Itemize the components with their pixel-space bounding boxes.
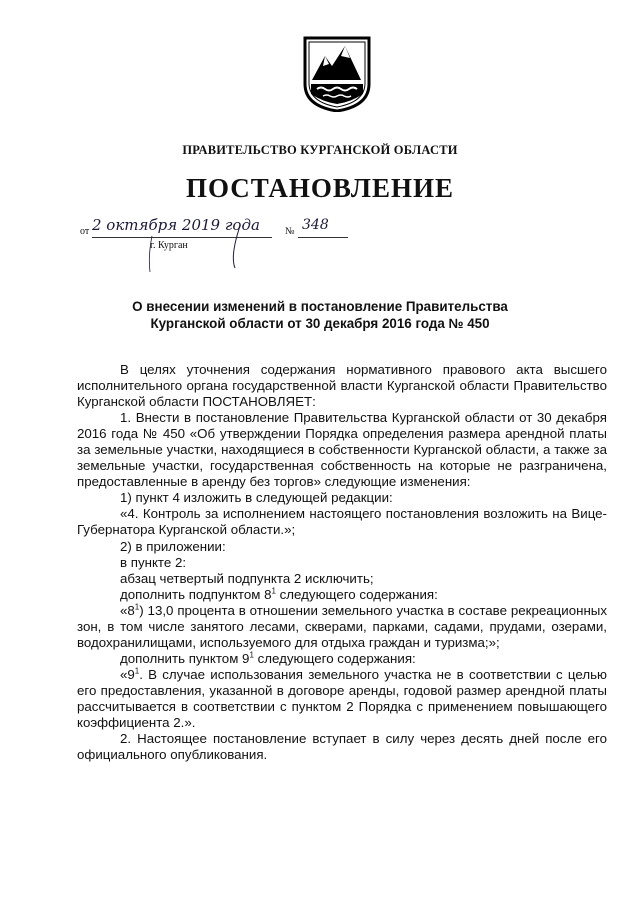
- paragraph-quote-8-1: «$8^1$) 13,0 процента в отношении земельного участка в составе рекреационных зон, в том числе занятого лесами, скверами, парками, садами, прудами, озерами, водохранилищами, используемого для отдыха граждан и туризма;»;: [77, 602, 607, 650]
- document-type-title: ПОСТАНОВЛЕНИЕ: [185, 173, 455, 203]
- paragraph-quote-4: «4. Контроль за исполнением настоящего постановления возложить на Вице-Губернатора Курганской области.»;: [77, 506, 607, 538]
- number-label: №: [285, 226, 295, 237]
- pen-stroke: [80, 216, 350, 276]
- document-subject: [0, 298, 640, 332]
- paragraph-add-8-1: дополнить подпунктом $8^1$ следующего содержания:: [120, 586, 438, 602]
- paragraph-point-2: в пункте 2:: [120, 554, 187, 570]
- handwritten-date: 2 октября 2019 года: [92, 216, 260, 234]
- paragraph-preamble: В целях уточнения содержания нормативного правового акта высшего исполнительного органа государственной власти Курганской области Правительство Курганской области ПОСТАНОВЛЯЕТ:: [77, 362, 607, 410]
- paragraph-subitem-2: 2) в приложении:: [120, 538, 226, 554]
- coat-of-arms-emblem: [301, 36, 373, 112]
- paragraph-subitem-1: 1) пункт 4 изложить в следующей редакции:: [120, 490, 393, 506]
- subject-line-2: Курганской области от 30 декабря 2016 года № 450: [150, 316, 490, 331]
- subject-line-1: О внесении изменений в постановление Правительства: [132, 299, 508, 314]
- date-from-label: от: [80, 226, 90, 237]
- paragraph-add-9-1: дополнить пунктом $9^1$ следующего содержания:: [120, 650, 416, 666]
- government-name: ПРАВИТЕЛЬСТВО КУРГАНСКОЙ ОБЛАСТИ: [182, 143, 458, 157]
- handwritten-number: 348: [302, 217, 329, 233]
- paragraph-quote-9-1: «$9^1$. В случае использования земельного участка не в соответствии с целью его предоставления, указанной в договоре аренды, годовой размер арендной платы рассчитывается в соответствии с пунктом 2 Порядка с применением повышающего коэффициента 2.».: [77, 666, 607, 731]
- paragraph-exclude: абзац четвертый подпункта 2 исключить;: [120, 570, 374, 586]
- paragraph-item-2: 2. Настоящее постановление вступает в силу через десять дней после его официального опубликования.: [77, 731, 607, 763]
- city-label: г. Курган: [150, 240, 188, 251]
- paragraph-item-1: 1. Внести в постановление Правительства Курганской области от 30 декабря 2016 года № 450 «Об утверждении Порядка определения размера арендной платы за земельные участки, находящиеся в собственности Курганской области, а также за земельные участки, государственная собственность на которые не разграничена, предоставленные в аренду без торгов» следующие изменения:: [77, 410, 607, 490]
- date-number-line: [80, 216, 350, 276]
- document-body: [77, 362, 607, 763]
